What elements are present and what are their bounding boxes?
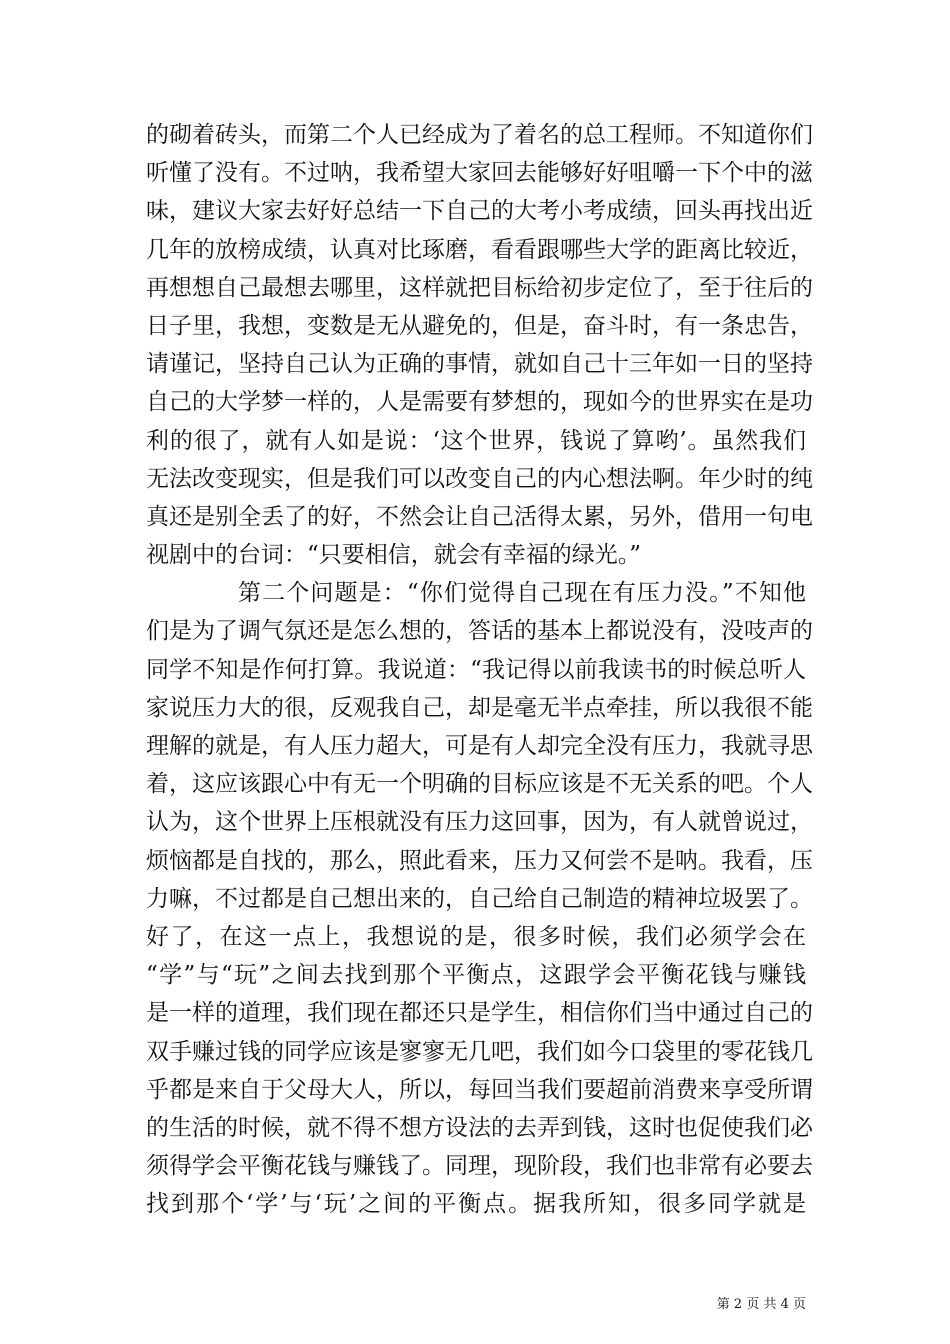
text-line: 利的很了，就有人如是说：‘这个世界，钱说了算哟’。虽然我们 xyxy=(146,427,806,454)
text-line: 烦恼都是自找的，那么，照此看来，压力又何尝不是呐。我看，压 xyxy=(146,847,813,874)
text-line: 家说压力大的很，反观我自己，却是毫无半点牵挂，所以我很不能 xyxy=(146,694,813,721)
text-line: 几年的放榜成绩，认真对比琢磨，看看跟哪些大学的距离比较近， xyxy=(146,236,813,263)
text-line: 须得学会平衡花钱与赚钱了。同理，现阶段，我们也非常有必要去 xyxy=(146,1153,813,1180)
text-line: 着，这应该跟心中有无一个明确的目标应该是不无关系的吧。个人 xyxy=(146,771,813,798)
text-line: 再想想自己最想去哪里，这样就把目标给初步定位了，至于往后的 xyxy=(146,274,813,301)
text-line: 第二个问题是：“你们觉得自己现在有压力没。”不知他 xyxy=(238,580,806,607)
paragraph-1 xyxy=(146,116,813,574)
text-line: 自己的大学梦一样的，人是需要有梦想的，现如今的世界实在是功 xyxy=(146,389,813,416)
text-line: 请谨记，坚持自己认为正确的事情，就如自己十三年如一日的坚持 xyxy=(146,351,813,378)
text-line: 同学不知是作何打算。我说道：“我记得以前我读书的时候总听人 xyxy=(146,656,806,683)
page-number-footer: 第 2 页 共 4 页 xyxy=(716,1297,806,1312)
text-line: 力嘛，不过都是自己想出来的，自己给自己制造的精神垃圾罢了。 xyxy=(146,885,813,912)
paragraph-2 xyxy=(146,574,813,1223)
text-line: 们是为了调气氛还是怎么想的，答话的基本上都说没有，没吱声的 xyxy=(146,618,813,645)
text-line: “学”与“玩”之间去找到那个平衡点，这跟学会平衡花钱与赚钱 xyxy=(146,962,806,989)
text-line: 找到那个‘学’与‘玩’之间的平衡点。据我所知，很多同学就是 xyxy=(146,1191,806,1218)
text-line: 好了，在这一点上，我想说的是，很多时候，我们必须学会在 xyxy=(146,923,806,950)
text-line: 是一样的道理，我们现在都还只是学生，相信你们当中通过自己的 xyxy=(146,1000,813,1027)
document-body xyxy=(146,116,813,1223)
text-line: 的生活的时候，就不得不想方设法的去弄到钱，这时也促使我们必 xyxy=(146,1114,813,1141)
text-line: 无法改变现实，但是我们可以改变自己的内心想法啊。年少时的纯 xyxy=(146,465,813,492)
text-line: 理解的就是，有人压力超大，可是有人却完全没有压力，我就寻思 xyxy=(146,733,813,759)
text-line: 视剧中的台词：“只要相信，就会有幸福的绿光。” xyxy=(146,542,642,569)
text-line: 认为，这个世界上压根就没有压力这回事，因为，有人就曾说过， xyxy=(146,809,813,836)
text-line: 的砌着砖头，而第二个人已经成为了着名的总工程师。不知道你们 xyxy=(146,122,813,148)
text-line: 味，建议大家去好好总结一下自己的大考小考成绩，回头再找出近 xyxy=(146,198,813,225)
text-line: 听懂了没有。不过呐，我希望大家回去能够好好咀嚼一下个中的滋 xyxy=(146,160,813,187)
text-line: 真还是别全丢了的好，不然会让自己活得太累，另外，借用一句电 xyxy=(146,503,813,530)
text-line: 乎都是来自于父母大人，所以，每回当我们要超前消费来享受所谓 xyxy=(146,1076,813,1103)
text-line: 双手赚过钱的同学应该是寥寥无几吧，我们如今口袋里的零花钱几 xyxy=(146,1038,813,1065)
text-line: 日子里，我想，变数是无从避免的，但是，奋斗时，有一条忠告， xyxy=(146,312,813,339)
